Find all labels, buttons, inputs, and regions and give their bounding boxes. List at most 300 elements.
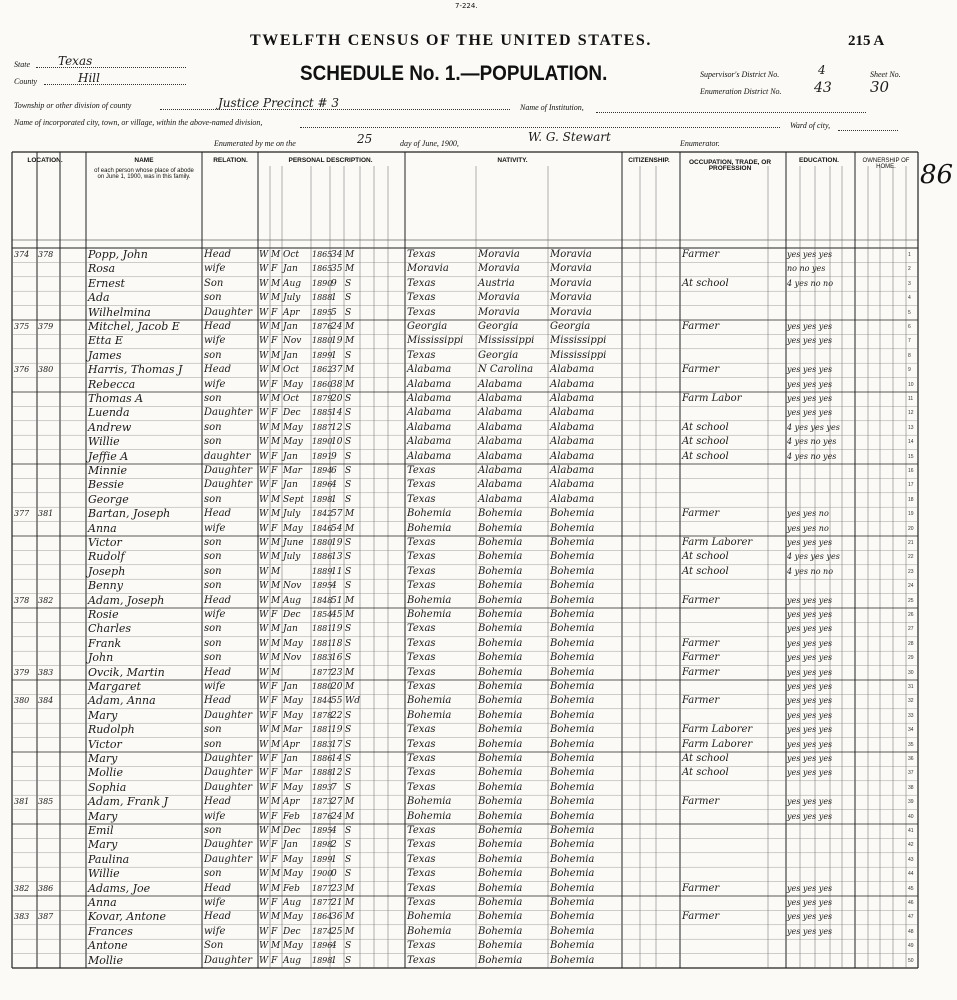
row-36-edu: yes yes yes [787, 754, 833, 763]
row-11-sex: M [271, 394, 281, 404]
row-30-fam: 383 [38, 667, 54, 677]
row-47-race: W [259, 912, 269, 923]
row-19-sex: M [271, 509, 281, 520]
row-16-month: Mar [283, 466, 302, 476]
row-10-age: 38 [331, 379, 343, 390]
row-number: 41 [908, 828, 914, 834]
row-46-fpob: Bohemia [478, 897, 523, 908]
row-45-fam: 386 [38, 883, 54, 893]
row-19-year: 1842 [312, 509, 333, 519]
row-38-sex: F [271, 782, 278, 793]
row-6-race: W [259, 322, 269, 332]
row-42-pob: Texas [407, 839, 436, 851]
row-16-mar: S [345, 466, 352, 476]
row-33-rel: Daughter [204, 709, 252, 721]
row-42-age: 2 [331, 840, 337, 851]
row-26-age: 45 [331, 610, 343, 620]
row-45-month: Feb [283, 883, 300, 894]
row-36-rel: Daughter [204, 753, 252, 764]
row-number: 14 [908, 439, 914, 446]
row-46-mar: M [345, 898, 355, 908]
row-25-race: W [259, 595, 269, 606]
row-31-sex: F [271, 682, 278, 692]
row-29-sex: M [271, 653, 281, 664]
row-30-age: 23 [331, 667, 343, 678]
row-11-mar: S [345, 394, 352, 404]
row-11-mpob: Alabama [550, 393, 595, 404]
row-28-month: May [283, 638, 303, 649]
row-21-mar: S [345, 538, 352, 548]
row-23-rel: son [204, 565, 222, 577]
county-value: Hill [78, 71, 100, 85]
ward-label: Ward of city, [790, 121, 831, 130]
row-1-mar: M [345, 250, 355, 260]
row-20-month: May [283, 523, 303, 534]
row-2-edu: no no yes [787, 264, 826, 274]
row-34-race: W [259, 725, 269, 736]
row-9-sex: M [271, 365, 281, 376]
row-17-age: 4 [331, 480, 337, 491]
row-48-mpob: Bohemia [550, 925, 595, 937]
row-4-pob: Texas [407, 292, 436, 304]
row-38-month: May [283, 782, 303, 793]
row-32-mpob: Bohemia [550, 695, 595, 707]
row-4-fpob: Moravia [478, 292, 520, 304]
row-15-fpob: Alabama [478, 450, 523, 462]
row-16-race: W [259, 466, 269, 476]
row-1-name: Popp, John [88, 248, 148, 261]
row-number: 37 [908, 770, 914, 777]
row-44-rel: son [204, 868, 222, 880]
row-15-month: Jan [283, 451, 298, 462]
row-43-mpob: Bohemia [550, 853, 595, 865]
row-number: 33 [908, 712, 914, 719]
row-14-name: Willie [88, 435, 120, 449]
margin-number: 86 [920, 160, 954, 190]
row-18-age: 1 [331, 494, 337, 505]
row-12-mar: S [345, 408, 352, 419]
row-37-month: Mar [283, 768, 302, 779]
row-28-name: Frank [88, 636, 122, 650]
row-1-age: 34 [331, 250, 343, 260]
row-number: 15 [908, 453, 914, 460]
row-9-mar: M [345, 365, 355, 376]
row-42-rel: Daughter [204, 839, 252, 851]
row-16-name: Minnie [88, 464, 127, 477]
row-13-edu: 4 yes yes yes [787, 422, 840, 432]
row-8-year: 1899 [312, 350, 333, 360]
row-43-fpob: Bohemia [478, 853, 523, 865]
row-21-rel: son [204, 537, 222, 548]
form-number: 7-224. [455, 2, 478, 10]
row-number: 36 [908, 756, 914, 762]
row-33-pob: Bohemia [407, 709, 452, 721]
row-number: 29 [908, 655, 914, 662]
row-22-pob: Texas [407, 551, 436, 563]
row-38-age: 7 [331, 782, 337, 793]
row-32-mar: Wd [345, 696, 361, 707]
row-25-edu: yes yes yes [787, 595, 833, 605]
row-1-dwell: 374 [14, 250, 30, 259]
row-1-fam: 378 [38, 250, 54, 259]
row-46-rel: wife [204, 897, 226, 908]
schedule-title: SCHEDULE No. 1.—POPULATION. [300, 62, 608, 85]
row-8-name: James [88, 348, 122, 362]
row-32-age: 55 [331, 696, 343, 707]
row-14-rel: son [204, 436, 222, 448]
row-49-mar: S [345, 941, 352, 952]
row-21-age: 19 [331, 538, 343, 548]
row-42-mar: S [345, 840, 352, 851]
row-39-year: 1873 [312, 797, 333, 807]
row-41-mpob: Bohemia [550, 825, 595, 836]
row-6-edu: yes yes yes [787, 322, 833, 331]
row-27-fpob: Bohemia [478, 623, 523, 635]
enumeration-value: 43 [814, 80, 832, 96]
row-7-edu: yes yes yes [787, 336, 833, 346]
row-40-sex: F [271, 811, 278, 822]
row-37-rel: Daughter [204, 767, 252, 779]
row-14-pob: Alabama [407, 436, 452, 448]
row-44-fpob: Bohemia [478, 868, 523, 880]
row-11-name: Thomas A [88, 392, 144, 405]
row-50-rel: Daughter [204, 954, 252, 966]
row-15-rel: daughter [204, 450, 251, 462]
row-number: 16 [908, 468, 914, 474]
row-7-rel: wife [204, 335, 226, 347]
row-47-month: May [283, 912, 303, 923]
row-18-mar: S [345, 494, 352, 505]
row-23-age: 11 [331, 566, 343, 577]
row-22-race: W [259, 552, 269, 563]
row-12-rel: Daughter [204, 407, 252, 419]
row-17-fpob: Alabama [478, 479, 523, 491]
row-23-occ: At school [682, 565, 729, 577]
row-27-month: Jan [283, 624, 298, 635]
row-12-pob: Alabama [407, 407, 452, 419]
row-1-year: 1865 [312, 250, 333, 259]
row-12-sex: F [271, 408, 278, 419]
row-42-sex: F [271, 840, 278, 851]
row-3-name: Ernest [88, 276, 125, 290]
row-22-sex: M [271, 552, 281, 563]
row-36-pob: Texas [407, 753, 436, 764]
row-16-fpob: Alabama [478, 465, 523, 476]
row-18-rel: son [204, 493, 222, 505]
row-1-rel: Head [204, 249, 232, 260]
row-11-year: 1879 [312, 394, 333, 403]
row-29-occ: Farmer [682, 652, 720, 664]
row-8-pob: Texas [407, 349, 436, 361]
row-number: 13 [908, 424, 914, 431]
row-34-month: Mar [283, 725, 302, 736]
row-38-name: Sophia [88, 780, 127, 794]
row-19-race: W [259, 509, 269, 520]
row-1-mpob: Moravia [550, 249, 592, 260]
row-24-fpob: Bohemia [478, 580, 523, 592]
row-number: 25 [908, 597, 914, 604]
row-3-race: W [259, 278, 269, 289]
col-nativity: NATIVITY. [497, 157, 528, 164]
row-11-occ: Farm Labor [682, 393, 742, 404]
row-13-race: W [259, 422, 269, 433]
row-46-age: 21 [331, 898, 343, 908]
row-number: 38 [908, 784, 914, 791]
row-18-month: Sept [283, 494, 304, 505]
row-25-occ: Farmer [682, 594, 720, 606]
row-23-fpob: Bohemia [478, 565, 523, 577]
row-12-fpob: Alabama [478, 407, 523, 419]
enumerator-name: W. G. Stewart [528, 130, 611, 144]
row-14-month: May [283, 437, 303, 448]
row-32-fam: 384 [38, 696, 54, 706]
row-47-fpob: Bohemia [478, 911, 523, 923]
row-2-mar: M [345, 264, 355, 275]
row-34-occ: Farm Laborer [682, 724, 753, 736]
row-14-mpob: Alabama [550, 436, 595, 448]
row-39-mpob: Bohemia [550, 796, 595, 808]
row-41-fpob: Bohemia [478, 825, 523, 836]
row-17-month: Jan [283, 480, 298, 491]
page-number: 215 A [848, 33, 885, 49]
row-48-fpob: Bohemia [478, 925, 523, 937]
row-17-sex: F [271, 480, 278, 491]
row-39-age: 27 [331, 797, 343, 808]
row-17-name: Bessie [88, 478, 124, 492]
row-35-name: Victor [88, 737, 122, 751]
row-number: 6 [908, 324, 911, 330]
row-24-month: Nov [283, 581, 302, 592]
row-43-pob: Texas [407, 853, 436, 865]
row-26-mar: M [345, 610, 355, 620]
row-25-fam: 382 [38, 595, 54, 605]
row-28-occ: Farmer [682, 637, 720, 649]
row-3-pob: Texas [407, 277, 436, 289]
row-49-year: 1896 [312, 941, 333, 951]
row-11-edu: yes yes yes [787, 394, 833, 403]
row-48-edu: yes yes yes [787, 926, 833, 936]
row-47-mar: M [345, 912, 355, 923]
row-35-age: 17 [331, 739, 343, 750]
row-28-race: W [259, 638, 269, 649]
row-21-occ: Farm Laborer [682, 537, 753, 548]
row-31-mpob: Bohemia [550, 681, 595, 692]
row-38-race: W [259, 782, 269, 793]
row-5-year: 1895 [312, 307, 333, 317]
row-27-rel: son [204, 623, 222, 635]
row-43-age: 1 [331, 854, 337, 865]
row-38-fpob: Bohemia [478, 781, 523, 793]
row-2-age: 35 [331, 264, 343, 275]
row-12-edu: yes yes yes [787, 408, 833, 418]
row-31-edu: yes yes yes [787, 682, 833, 691]
row-7-mpob: Mississippi [550, 335, 607, 347]
row-3-rel: Son [204, 277, 224, 289]
row-26-sex: F [271, 610, 278, 620]
row-number: 11 [908, 396, 914, 402]
row-32-edu: yes yes yes [787, 696, 833, 706]
row-13-rel: son [204, 421, 222, 433]
row-number: 24 [908, 583, 914, 590]
row-5-fpob: Moravia [478, 306, 520, 318]
row-33-year: 1878 [312, 710, 333, 720]
row-8-mar: S [345, 350, 352, 361]
row-30-name: Ovcik, Martin [88, 665, 165, 679]
row-46-edu: yes yes yes [787, 898, 833, 907]
row-28-age: 18 [331, 638, 343, 649]
row-9-fpob: N Carolina [478, 364, 534, 376]
row-30-occ: Farmer [682, 666, 720, 678]
row-36-sex: F [271, 754, 278, 764]
row-21-mpob: Bohemia [550, 537, 595, 548]
row-4-month: July [283, 293, 301, 304]
row-number: 47 [908, 914, 914, 921]
row-35-rel: son [204, 738, 222, 750]
row-19-pob: Bohemia [407, 508, 452, 520]
row-9-name: Harris, Thomas J [88, 363, 183, 377]
row-1-edu: yes yes yes [787, 250, 833, 259]
row-17-race: W [259, 480, 269, 491]
row-5-pob: Texas [407, 306, 436, 318]
row-27-race: W [259, 624, 269, 635]
row-8-age: 1 [331, 350, 337, 361]
row-7-pob: Mississippi [407, 335, 464, 347]
row-20-fpob: Bohemia [478, 522, 523, 534]
row-44-year: 1900 [312, 869, 333, 879]
row-number: 21 [908, 540, 914, 546]
row-33-name: Mary [88, 708, 118, 722]
row-36-name: Mary [88, 752, 118, 765]
row-19-month: July [283, 509, 301, 520]
row-36-occ: At school [682, 753, 729, 764]
row-44-sex: M [271, 869, 281, 880]
row-26-mpob: Bohemia [550, 609, 595, 620]
row-47-age: 36 [331, 912, 343, 923]
row-number: 43 [908, 856, 914, 863]
row-28-year: 1881 [312, 638, 333, 648]
row-28-sex: M [271, 638, 281, 649]
row-9-month: Oct [283, 365, 300, 376]
row-50-sex: F [271, 955, 278, 966]
row-43-sex: F [271, 854, 278, 865]
row-6-month: Jan [283, 322, 298, 332]
row-14-race: W [259, 437, 269, 448]
row-18-pob: Texas [407, 493, 436, 505]
row-34-fpob: Bohemia [478, 724, 523, 736]
row-46-name: Anna [88, 896, 117, 909]
row-2-race: W [259, 264, 269, 275]
row-25-month: Aug [283, 595, 302, 606]
row-41-mar: S [345, 826, 352, 836]
row-46-mpob: Bohemia [550, 897, 595, 908]
row-18-year: 1898 [312, 494, 333, 504]
row-9-mpob: Alabama [550, 364, 595, 376]
row-27-year: 1881 [312, 624, 333, 634]
row-9-edu: yes yes yes [787, 365, 833, 375]
row-18-race: W [259, 494, 269, 505]
row-19-mar: M [345, 509, 355, 520]
row-27-name: Charles [88, 622, 131, 636]
row-29-year: 1883 [312, 653, 333, 663]
row-2-rel: wife [204, 263, 226, 275]
row-20-mpob: Bohemia [550, 522, 595, 534]
row-15-name: Jeffie A [88, 449, 129, 463]
row-30-pob: Texas [407, 666, 436, 678]
row-29-edu: yes yes yes [787, 653, 833, 663]
row-number: 31 [908, 684, 914, 690]
sheet-value: 30 [870, 78, 890, 96]
row-5-rel: Daughter [204, 306, 252, 318]
row-number: 50 [908, 957, 914, 964]
row-39-occ: Farmer [682, 796, 720, 808]
row-44-race: W [259, 869, 269, 880]
row-9-fam: 380 [38, 365, 54, 375]
row-8-sex: M [271, 350, 281, 361]
row-22-age: 13 [331, 552, 343, 563]
row-5-race: W [259, 307, 269, 318]
row-45-rel: Head [204, 882, 232, 894]
row-number: 17 [908, 482, 914, 489]
row-50-month: Aug [283, 955, 302, 966]
row-27-edu: yes yes yes [787, 624, 833, 634]
row-6-mar: M [345, 322, 355, 332]
row-2-name: Rosa [88, 262, 116, 276]
row-25-pob: Bohemia [407, 594, 452, 606]
row-10-race: W [259, 379, 269, 390]
row-10-edu: yes yes yes [787, 379, 833, 389]
row-45-name: Adams, Joe [88, 881, 151, 895]
row-45-pob: Texas [407, 882, 436, 894]
row-27-pob: Texas [407, 623, 436, 635]
row-10-fpob: Alabama [478, 378, 523, 390]
row-number: 22 [908, 554, 914, 561]
row-22-occ: At school [682, 551, 729, 563]
row-20-rel: wife [204, 522, 226, 534]
row-number: 26 [908, 612, 914, 618]
row-number: 7 [908, 338, 911, 345]
row-7-age: 19 [331, 336, 343, 347]
row-43-mar: S [345, 854, 352, 865]
row-13-month: May [283, 422, 303, 433]
incorporated-label: Name of incorporated city, town, or village, within the above-named division, [14, 118, 263, 127]
row-45-race: W [259, 883, 269, 894]
col-ownership: OWNERSHIP OF HOME. [862, 158, 910, 170]
row-22-mar: S [345, 552, 352, 563]
state-value: Texas [58, 54, 93, 68]
row-50-race: W [259, 955, 269, 966]
col-name: NAME [134, 157, 154, 164]
row-32-pob: Bohemia [407, 695, 452, 707]
row-15-race: W [259, 451, 269, 462]
row-50-fpob: Bohemia [478, 954, 523, 966]
row-6-fpob: Georgia [478, 321, 519, 332]
row-number: 39 [908, 799, 914, 806]
row-34-mar: S [345, 725, 352, 736]
row-37-mar: S [345, 768, 352, 779]
row-48-month: Dec [283, 926, 301, 937]
row-3-fpob: Austria [478, 277, 515, 289]
row-37-occ: At school [682, 767, 729, 779]
row-47-name: Kovar, Antone [88, 910, 167, 924]
supervisor-value: 4 [818, 63, 826, 77]
row-4-mpob: Moravia [550, 292, 592, 304]
row-20-year: 1846 [312, 523, 333, 533]
row-28-edu: yes yes yes [787, 638, 833, 648]
row-11-rel: son [204, 393, 222, 404]
row-44-mar: S [345, 869, 352, 880]
row-17-year: 1896 [312, 480, 333, 490]
row-43-name: Paulina [88, 852, 130, 866]
